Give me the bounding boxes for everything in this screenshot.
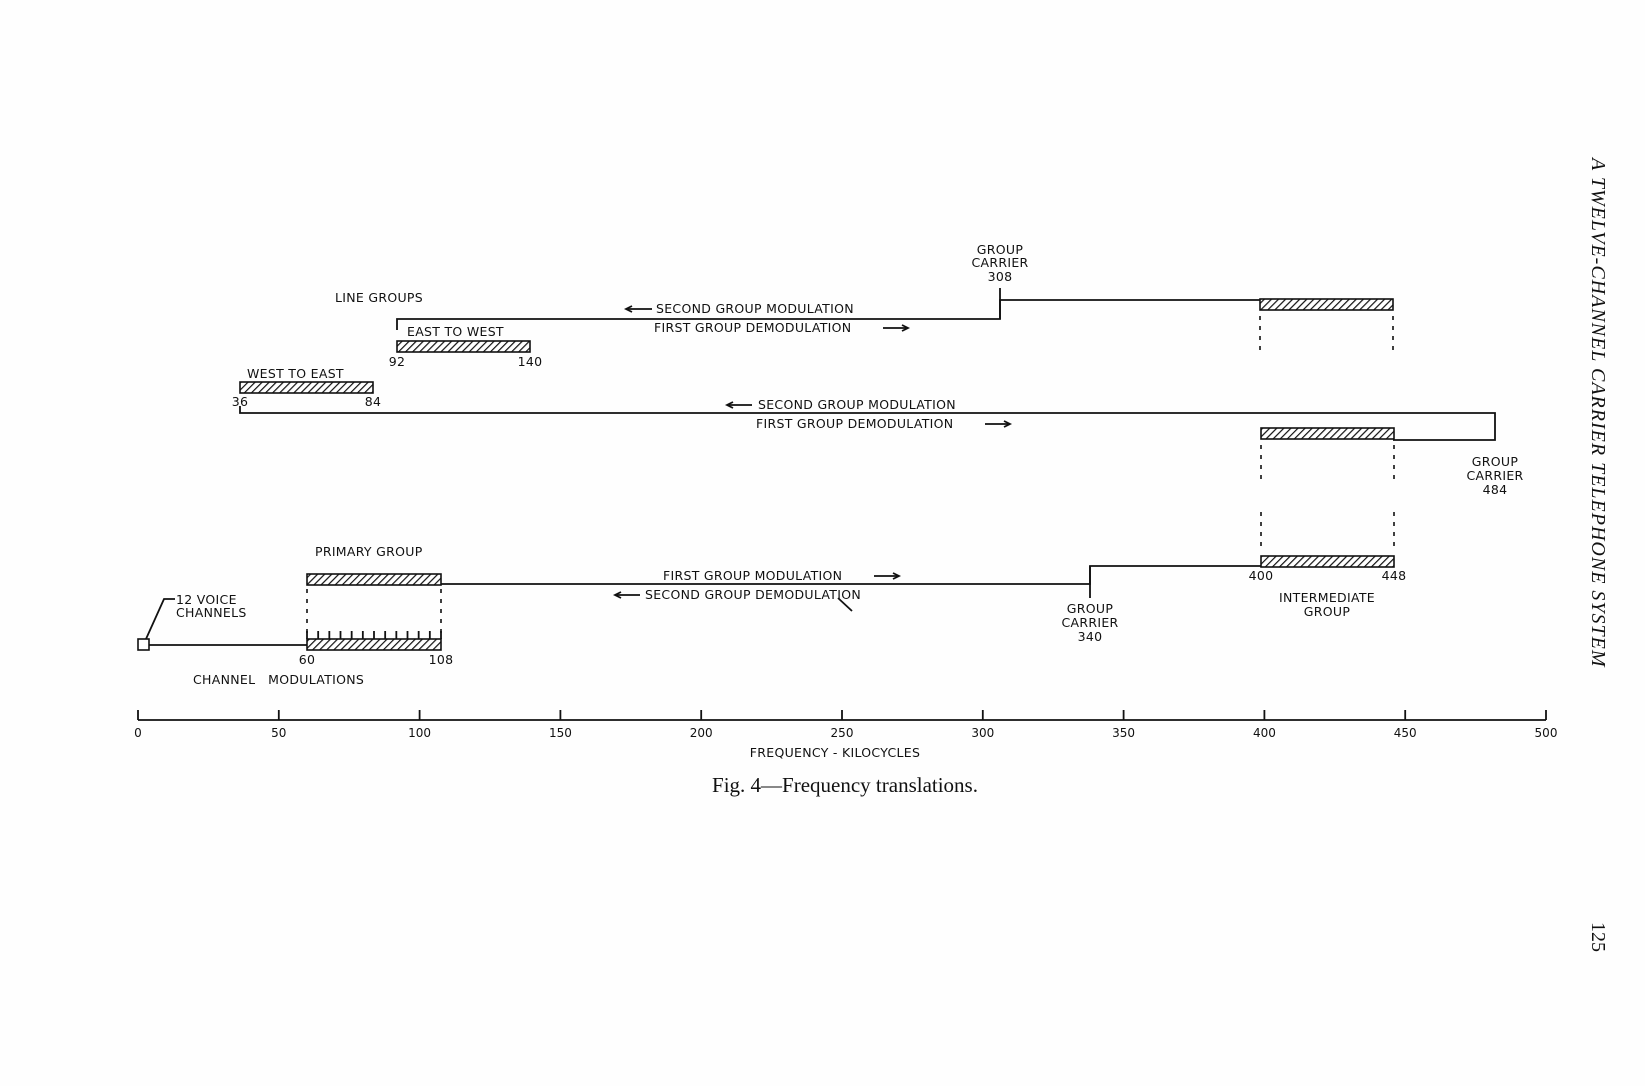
axis-tick-label: 150 — [548, 726, 572, 740]
intermediate-group-label-2: GROUP — [1303, 604, 1351, 619]
primary-group-band — [307, 574, 441, 585]
carrier-308-value: 308 — [987, 269, 1013, 284]
bottom-modulation-path — [441, 566, 1261, 584]
channel-modulations-label: CHANNEL MODULATIONS — [193, 672, 365, 687]
intermediate-group-label-1: INTERMEDIATE — [1279, 590, 1375, 605]
middle-first-group-demodulation: FIRST GROUP DEMODULATION — [756, 416, 954, 431]
intermediate-group-band — [1261, 556, 1394, 567]
west-to-east-band — [240, 382, 373, 393]
axis-tick-label: 50 — [271, 726, 287, 740]
middle-second-group-modulation: SECOND GROUP MODULATION — [758, 397, 956, 412]
voice-channels-label-1: 12 VOICE — [176, 592, 237, 607]
axis-tick-label: 250 — [830, 726, 854, 740]
axis-label: FREQUENCY - KILOCYCLES — [749, 745, 921, 760]
voice-channels-box — [138, 639, 149, 650]
bottom-first-group-modulation: FIRST GROUP MODULATION — [663, 568, 843, 583]
axis-tick-label: 100 — [408, 726, 432, 740]
axis-ticks — [134, 710, 1557, 740]
bottom-second-group-demodulation: SECOND GROUP DEMODULATION — [645, 587, 861, 602]
axis-tick-label: 450 — [1393, 726, 1417, 740]
east-to-west-label: EAST TO WEST — [407, 324, 504, 339]
carrier-484-label-2: CARRIER — [1466, 468, 1524, 483]
carrier-340-label-2: CARRIER — [1061, 615, 1119, 630]
west-to-east-label: WEST TO EAST — [247, 366, 344, 381]
axis-tick-label: 500 — [1534, 726, 1558, 740]
axis-tick-label: 200 — [689, 726, 713, 740]
carrier-484-label-1: GROUP — [1471, 454, 1519, 469]
intermediate-high: 448 — [1381, 568, 1407, 583]
carrier-484-value: 484 — [1482, 482, 1508, 497]
line-groups-label: LINE GROUPS — [335, 290, 424, 305]
top-first-group-demodulation: FIRST GROUP DEMODULATION — [654, 320, 852, 335]
axis-tick-label: 400 — [1252, 726, 1276, 740]
west-to-east-high: 84 — [364, 394, 382, 409]
running-head: A TWELVE-CHANNEL CARRIER TELEPHONE SYSTEM — [1587, 158, 1609, 668]
west-to-east-low: 36 — [231, 394, 249, 409]
primary-low: 60 — [298, 652, 316, 667]
channel-modulations-band — [307, 639, 441, 650]
carrier-308-label-1: GROUP — [976, 242, 1024, 257]
primary-high: 108 — [428, 652, 454, 667]
page-number: 125 — [1587, 922, 1609, 952]
carrier-340-value: 340 — [1077, 629, 1103, 644]
top-intermediate-band — [1260, 299, 1393, 310]
channel-ticks — [307, 631, 441, 639]
axis-tick-label: 350 — [1112, 726, 1136, 740]
east-to-west-low: 92 — [388, 354, 406, 369]
figure-caption: Fig. 4—Frequency translations. — [712, 773, 978, 797]
top-second-group-modulation: SECOND GROUP MODULATION — [656, 301, 854, 316]
east-to-west-high: 140 — [517, 354, 543, 369]
middle-intermediate-band — [1261, 428, 1394, 439]
voice-leader-line — [146, 599, 175, 639]
intermediate-low: 400 — [1248, 568, 1274, 583]
carrier-340-label-1: GROUP — [1066, 601, 1114, 616]
axis-tick-label: 0 — [134, 726, 142, 740]
voice-channels-label-2: CHANNELS — [176, 605, 247, 620]
carrier-308-label-2: CARRIER — [971, 255, 1029, 270]
axis-tick-label: 300 — [971, 726, 995, 740]
east-to-west-band — [397, 341, 530, 352]
primary-group-label: PRIMARY GROUP — [315, 544, 423, 559]
